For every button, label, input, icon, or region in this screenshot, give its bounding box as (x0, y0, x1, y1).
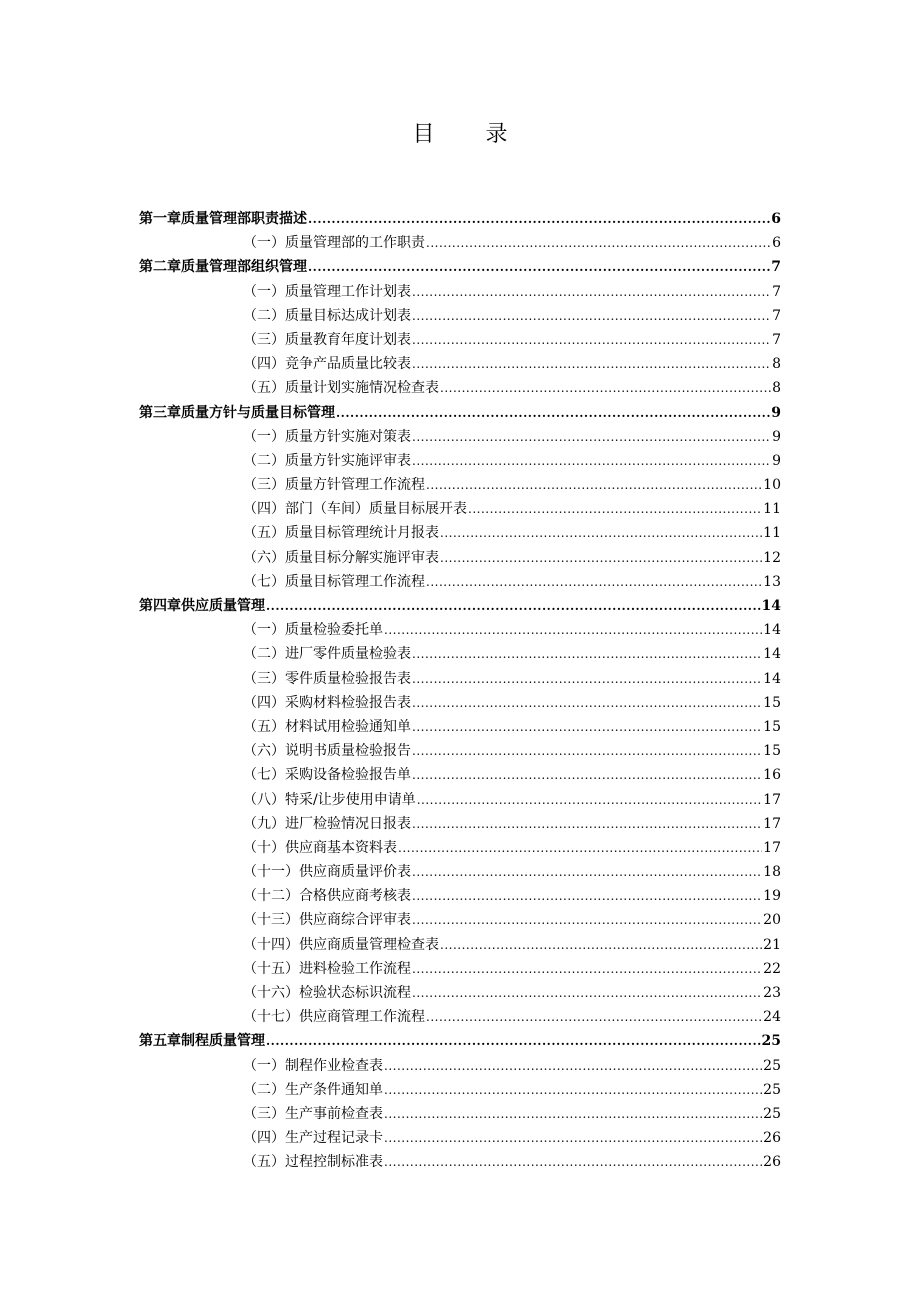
dot-leader (412, 280, 771, 304)
page-number: 6 (772, 235, 781, 252)
toc-section-entry[interactable] (139, 497, 781, 521)
entry-title: （六）质量目标分解实施评审表 (243, 549, 439, 566)
page-number: 9 (772, 452, 781, 469)
toc-section-entry[interactable] (139, 449, 781, 473)
dot-leader (308, 255, 770, 279)
entry-title: （二）进厂零件质量检验表 (243, 646, 411, 663)
toc-section-entry[interactable] (139, 715, 781, 739)
dot-leader (266, 1029, 761, 1053)
toc-section-entry[interactable] (139, 328, 781, 352)
toc-chapter-entry[interactable] (139, 401, 781, 425)
table-of-contents (139, 207, 781, 1175)
entry-title: （三）零件质量检验报告表 (243, 670, 411, 687)
dot-leader (426, 231, 771, 255)
page-number: 17 (763, 839, 781, 856)
dot-leader (412, 763, 762, 787)
dot-leader (384, 1054, 762, 1078)
toc-section-entry[interactable] (139, 352, 781, 376)
page-number: 11 (763, 525, 781, 542)
dot-leader (398, 836, 762, 860)
dot-leader (412, 667, 762, 691)
toc-section-entry[interactable] (139, 884, 781, 908)
toc-section-entry[interactable] (139, 231, 781, 255)
toc-section-entry[interactable] (139, 618, 781, 642)
dot-leader (384, 1102, 762, 1126)
dot-leader (412, 739, 762, 763)
entry-title: （二）生产条件通知单 (243, 1081, 383, 1098)
toc-section-entry[interactable] (139, 933, 781, 957)
page-number: 14 (763, 646, 781, 663)
page-number: 19 (763, 888, 781, 905)
toc-chapter-entry[interactable] (139, 255, 781, 279)
entry-title: （一）质量检验委托单 (243, 622, 383, 639)
page-number: 14 (763, 670, 781, 687)
toc-section-entry[interactable] (139, 908, 781, 932)
page-number: 22 (763, 960, 781, 977)
toc-section-entry[interactable] (139, 739, 781, 763)
page-number: 25 (761, 1033, 781, 1050)
entry-title: 质量管理部职责描述 (181, 211, 307, 227)
page-number: 8 (772, 380, 781, 397)
entry-title: （二）质量目标达成计划表 (243, 307, 411, 324)
dot-leader (384, 618, 762, 642)
entry-title: （四）生产过程记录卡 (243, 1130, 383, 1147)
entry-title: 质量管理部组织管理 (181, 259, 307, 276)
toc-section-entry[interactable] (139, 1005, 781, 1029)
dot-leader (426, 570, 762, 594)
dot-leader (440, 521, 762, 545)
entry-title: （一）质量管理部的工作职责 (243, 235, 425, 252)
dot-leader (412, 715, 762, 739)
toc-section-entry[interactable] (139, 860, 781, 884)
page-number: 14 (763, 622, 781, 639)
chapter-number: 第五章 (139, 1033, 181, 1050)
toc-section-entry[interactable] (139, 546, 781, 570)
page-number: 9 (771, 404, 781, 421)
entry-title: （五）质量计划实施情况检查表 (243, 380, 439, 397)
entry-title: （一）质量管理工作计划表 (243, 283, 411, 300)
chapter-number: 第三章 (139, 404, 181, 421)
toc-section-entry[interactable] (139, 691, 781, 715)
page-number: 9 (772, 428, 781, 445)
toc-section-entry[interactable] (139, 280, 781, 304)
toc-section-entry[interactable] (139, 1054, 781, 1078)
chapter-number: 第四章 (139, 598, 181, 614)
dot-leader (412, 908, 762, 932)
page-number: 8 (772, 356, 781, 373)
page-number: 10 (763, 477, 781, 494)
dot-leader (412, 425, 771, 449)
dot-leader (440, 933, 762, 957)
page-number: 15 (763, 718, 781, 735)
dot-leader (412, 304, 771, 328)
toc-section-entry[interactable] (139, 836, 781, 860)
toc-section-entry[interactable] (139, 667, 781, 691)
entry-title: 制程质量管理 (181, 1033, 265, 1050)
dot-leader (384, 1078, 762, 1102)
toc-section-entry[interactable] (139, 521, 781, 545)
page-number: 25 (763, 1057, 781, 1074)
dot-leader (384, 1150, 762, 1174)
entry-title: （四）竞争产品质量比较表 (243, 356, 411, 373)
entry-title: （二）质量方针实施评审表 (243, 452, 411, 469)
entry-title: 供应质量管理 (181, 598, 265, 614)
dot-leader (412, 957, 762, 981)
dot-leader (412, 981, 762, 1005)
entry-title: （十二）合格供应商考核表 (243, 888, 411, 905)
dot-leader (266, 594, 761, 618)
entry-title: （十五）进料检验工作流程 (243, 960, 411, 977)
page-number: 17 (763, 791, 781, 808)
dot-leader (417, 788, 762, 812)
entry-title: （五）材料试用检验通知单 (243, 718, 411, 735)
page-number: 15 (763, 743, 781, 760)
page-number: 7 (771, 259, 781, 276)
entry-title: （十七）供应商管理工作流程 (243, 1009, 425, 1026)
page-number: 18 (763, 864, 781, 881)
entry-title: （十三）供应商综合评审表 (243, 912, 411, 929)
entry-title: （九）进厂检验情况日报表 (243, 815, 411, 832)
entry-title: （六）说明书质量检验报告 (243, 743, 411, 760)
toc-chapter-entry[interactable] (139, 207, 781, 231)
entry-title: （一）制程作业检查表 (243, 1057, 383, 1074)
entry-title: （三）质量方针管理工作流程 (243, 477, 425, 494)
page-number: 23 (763, 985, 781, 1001)
toc-section-entry[interactable] (139, 763, 781, 787)
page-number: 14 (761, 598, 781, 614)
page-number: 24 (763, 1009, 781, 1026)
toc-section-entry[interactable] (139, 1078, 781, 1102)
entry-title: （十一）供应商质量评价表 (243, 864, 411, 881)
toc-section-entry[interactable] (139, 473, 781, 497)
toc-title: 目 录 (412, 122, 530, 147)
toc-section-entry[interactable] (139, 304, 781, 328)
page-number: 26 (763, 1130, 781, 1147)
page-number: 25 (763, 1081, 781, 1098)
entry-title: （十六）检验状态标识流程 (243, 985, 411, 1001)
entry-title: （八）特采/让步使用申请单 (243, 791, 416, 808)
dot-leader (336, 401, 770, 425)
entry-title: （四）部门（车间）质量目标展开表 (243, 501, 467, 518)
entry-title: （三）质量教育年度计划表 (243, 331, 411, 348)
dot-leader (412, 860, 762, 884)
dot-leader (412, 352, 771, 376)
entry-title: （七）质量目标管理工作流程 (243, 573, 425, 590)
page-number: 6 (771, 211, 781, 227)
page-number: 26 (763, 1154, 781, 1171)
dot-leader (412, 884, 762, 908)
toc-section-entry[interactable] (139, 425, 781, 449)
dot-leader (412, 449, 771, 473)
toc-section-entry[interactable] (139, 981, 781, 1005)
entry-title: （七）采购设备检验报告单 (243, 767, 411, 784)
dot-leader (384, 1126, 762, 1150)
entry-title: （十四）供应商质量管理检查表 (243, 936, 439, 953)
dot-leader (412, 642, 762, 666)
page-number: 7 (772, 331, 781, 348)
entry-title: （三）生产事前检查表 (243, 1105, 383, 1122)
entry-title: 质量方针与质量目标管理 (181, 404, 335, 421)
toc-chapter-entry[interactable] (139, 1029, 781, 1053)
toc-section-entry[interactable] (139, 1150, 781, 1174)
dot-leader (440, 376, 771, 400)
toc-section-entry[interactable] (139, 642, 781, 666)
toc-section-entry[interactable] (139, 788, 781, 812)
page-number: 7 (772, 307, 781, 324)
entry-title: （五）过程控制标准表 (243, 1154, 383, 1171)
toc-section-entry[interactable] (139, 1126, 781, 1150)
page-number: 15 (763, 694, 781, 711)
dot-leader (426, 1005, 762, 1029)
dot-leader (412, 328, 771, 352)
dot-leader (426, 473, 762, 497)
page-number: 11 (763, 501, 781, 518)
dot-leader (412, 812, 762, 836)
page-number: 13 (763, 573, 781, 590)
page-number: 25 (763, 1105, 781, 1122)
toc-section-entry[interactable] (139, 812, 781, 836)
toc-chapter-entry[interactable] (139, 594, 781, 618)
page-number: 16 (763, 767, 781, 784)
entry-title: （五）质量目标管理统计月报表 (243, 525, 439, 542)
dot-leader (440, 546, 762, 570)
toc-section-entry[interactable] (139, 570, 781, 594)
dot-leader (468, 497, 762, 521)
page-number: 21 (763, 936, 781, 953)
page-number: 20 (763, 912, 781, 929)
toc-section-entry[interactable] (139, 376, 781, 400)
chapter-number: 第二章 (139, 259, 181, 276)
dot-leader (412, 691, 762, 715)
entry-title: （一）质量方针实施对策表 (243, 428, 411, 445)
page-number: 17 (763, 815, 781, 832)
dot-leader (308, 207, 770, 231)
toc-section-entry[interactable] (139, 1102, 781, 1126)
chapter-number: 第一章 (139, 211, 181, 227)
entry-title: （十）供应商基本资料表 (243, 839, 397, 856)
toc-section-entry[interactable] (139, 957, 781, 981)
page-number: 12 (763, 549, 781, 566)
page-number: 7 (772, 283, 781, 300)
entry-title: （四）采购材料检验报告表 (243, 694, 411, 711)
